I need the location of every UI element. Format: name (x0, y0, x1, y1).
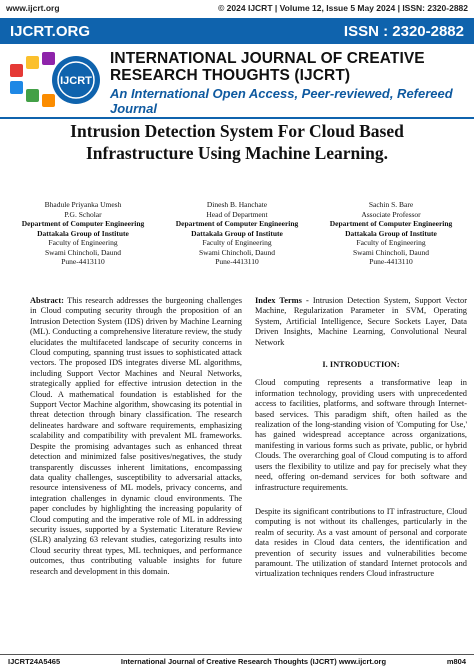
author-role: Associate Professor (361, 209, 421, 219)
paper-id: IJCRT24A5465 (8, 657, 61, 666)
index-terms-label: Index Terms - (255, 296, 309, 305)
author-institute: Dattakala Group of Institute (37, 228, 129, 238)
page-footer (0, 654, 474, 668)
banner-site: IJCRT.ORG (10, 22, 91, 40)
abstract-column (30, 296, 242, 577)
abstract-label: Abstract: (30, 296, 64, 305)
logo-text: IJCRT (60, 75, 92, 87)
banner-issn: ISSN : 2320-2882 (343, 22, 464, 40)
author-institute: Dattakala Group of Institute (191, 228, 283, 238)
author-2 (162, 200, 312, 267)
index-terms (255, 296, 467, 348)
author-name: Sachin S. Bare (368, 200, 414, 209)
author-institute: Dattakala Group of Institute (345, 228, 437, 238)
author-3 (316, 200, 466, 267)
footer-journal: International Journal of Creative Research Thoughts (IJCRT) www.ijcrt.org (120, 657, 387, 666)
abstract-text: This research addresses the burgeoning challenges in Cloud computing security through the proposition of an Intrusion Detection System (IDS) driven by Machine Learning (ML). Conducting a comprehensive literature review, the study elucidates the multifaceted landscape of security concerns in Cloud computing, spanning trust issues to sophisticated attack vectors. The proposed IDS integrates diverse ML algorithms, including Support Vector Machines and Neural Networks, strategically applied for effective intrusion detection in the Cloud. A mathematical foundation is established for the Support Vector Machine algorithm, showcasing its potential in threat detection through binary classification. The research delineates hardware and software requirements, emphasizing scalability and compatibility with prevalent ML frameworks. Despite the promising advantages such as enhanced threat detection and minimized false positives/negatives, the study transparently discusses inherent limitations, encompassing data quality challenges, susceptibility to adversarial attacks, resource intensiveness of ML models, privacy concerns, and integration challenges in dynamic cloud environments. The paper concludes by highlighting the increasing popularity of Cloud computing and the imperative role of ML in addressing security issues, supported by a Systematic Literature Review (SLR) analyzing 63 relevant studies, categorizing results into Cloud security threat types, ML techniques, and performance outcomes, thus contributing valuable insights for future research and development in this domain. (30, 296, 242, 576)
index-terms-text: Intrusion Detection System, Support Vector Machine, Regularization Parameter in SVM, Operating System, Artificial Intelligence, Secure Sockets Layer, Data Driven Insights, Machine Learning, Convolutional Neural Network (255, 296, 467, 347)
author-name: Bhadule Priyanka Umesh (44, 200, 122, 209)
page-number: m804 (446, 657, 466, 666)
author-pin: Pune-4413110 (215, 257, 259, 266)
journal-heading (110, 50, 470, 116)
journal-banner (0, 18, 474, 44)
author-place: Swami Chincholi, Daund (44, 247, 122, 257)
author-place: Swami Chincholi, Daund (198, 247, 276, 257)
author-pin: Pune-4413110 (61, 257, 105, 266)
author-faculty: Faculty of Engineering (202, 238, 272, 247)
masthead (0, 48, 474, 116)
intro-heading: I. INTRODUCTION: (322, 360, 400, 370)
issue-info: © 2024 IJCRT | Volume 12, Issue 5 May 2024 | ISSN: 2320-2882 (218, 3, 468, 13)
author-1 (8, 200, 158, 267)
author-pin: Pune-4413110 (369, 257, 413, 266)
author-dept: Department of Computer Engineering (175, 219, 299, 228)
author-faculty: Faculty of Engineering (48, 238, 118, 247)
masthead-divider (0, 117, 474, 119)
journal-name: INTERNATIONAL JOURNAL OF CREATIVE RESEARCH THOUGHTS (IJCRT) (110, 50, 425, 84)
paper-title: Intrusion Detection System For Cloud Based Infrastructure Using Machine Learning. (70, 121, 404, 163)
author-dept: Department of Computer Engineering (329, 219, 453, 228)
author-block (8, 200, 466, 267)
abstract-paragraph (30, 296, 242, 577)
author-dept: Department of Computer Engineering (21, 219, 145, 228)
site-url[interactable]: www.ijcrt.org (6, 3, 60, 13)
author-place: Swami Chincholi, Daund (352, 247, 430, 257)
author-role: Head of Department (206, 209, 268, 219)
right-column (255, 296, 467, 580)
intro-paragraph-2: Despite its significant contributions to IT infrastructure, Cloud computing is not without its challenges, particularly in the realm of security. As a vast amount of personal and corporate data resides in Cloud data centers, the identification and prevention of security issues and vulnerabilities become paramount. The utilization of standard Internet protocols and virtualization techniques renders Cloud infrastructure (255, 506, 467, 579)
author-faculty: Faculty of Engineering (356, 238, 426, 247)
journal-tagline: An International Open Access, Peer-reviewed, Refereed Journal (110, 86, 453, 116)
intro-paragraph-1: Cloud computing represents a transformative leap in information technology, providing users with unprecedented access to facilities, platforms, and software through Internet-based services. This paradigm shift, often hailed as the realization of the long-standing vision of 'Computing for Use,' has gained widespread acceptance across organizations, manifesting in various forms such as private, public, or hybrid Clouds. The overarching goal of Cloud computing is to afford users the flexibility to utilize and pay for precisely what they need, offering on-demand services for both software and infrastructure requirements. (255, 378, 467, 492)
header-strip (0, 0, 474, 16)
journal-logo (6, 50, 106, 110)
author-role: P.G. Scholar (64, 209, 102, 219)
author-name: Dinesh B. Hanchate (206, 200, 268, 209)
